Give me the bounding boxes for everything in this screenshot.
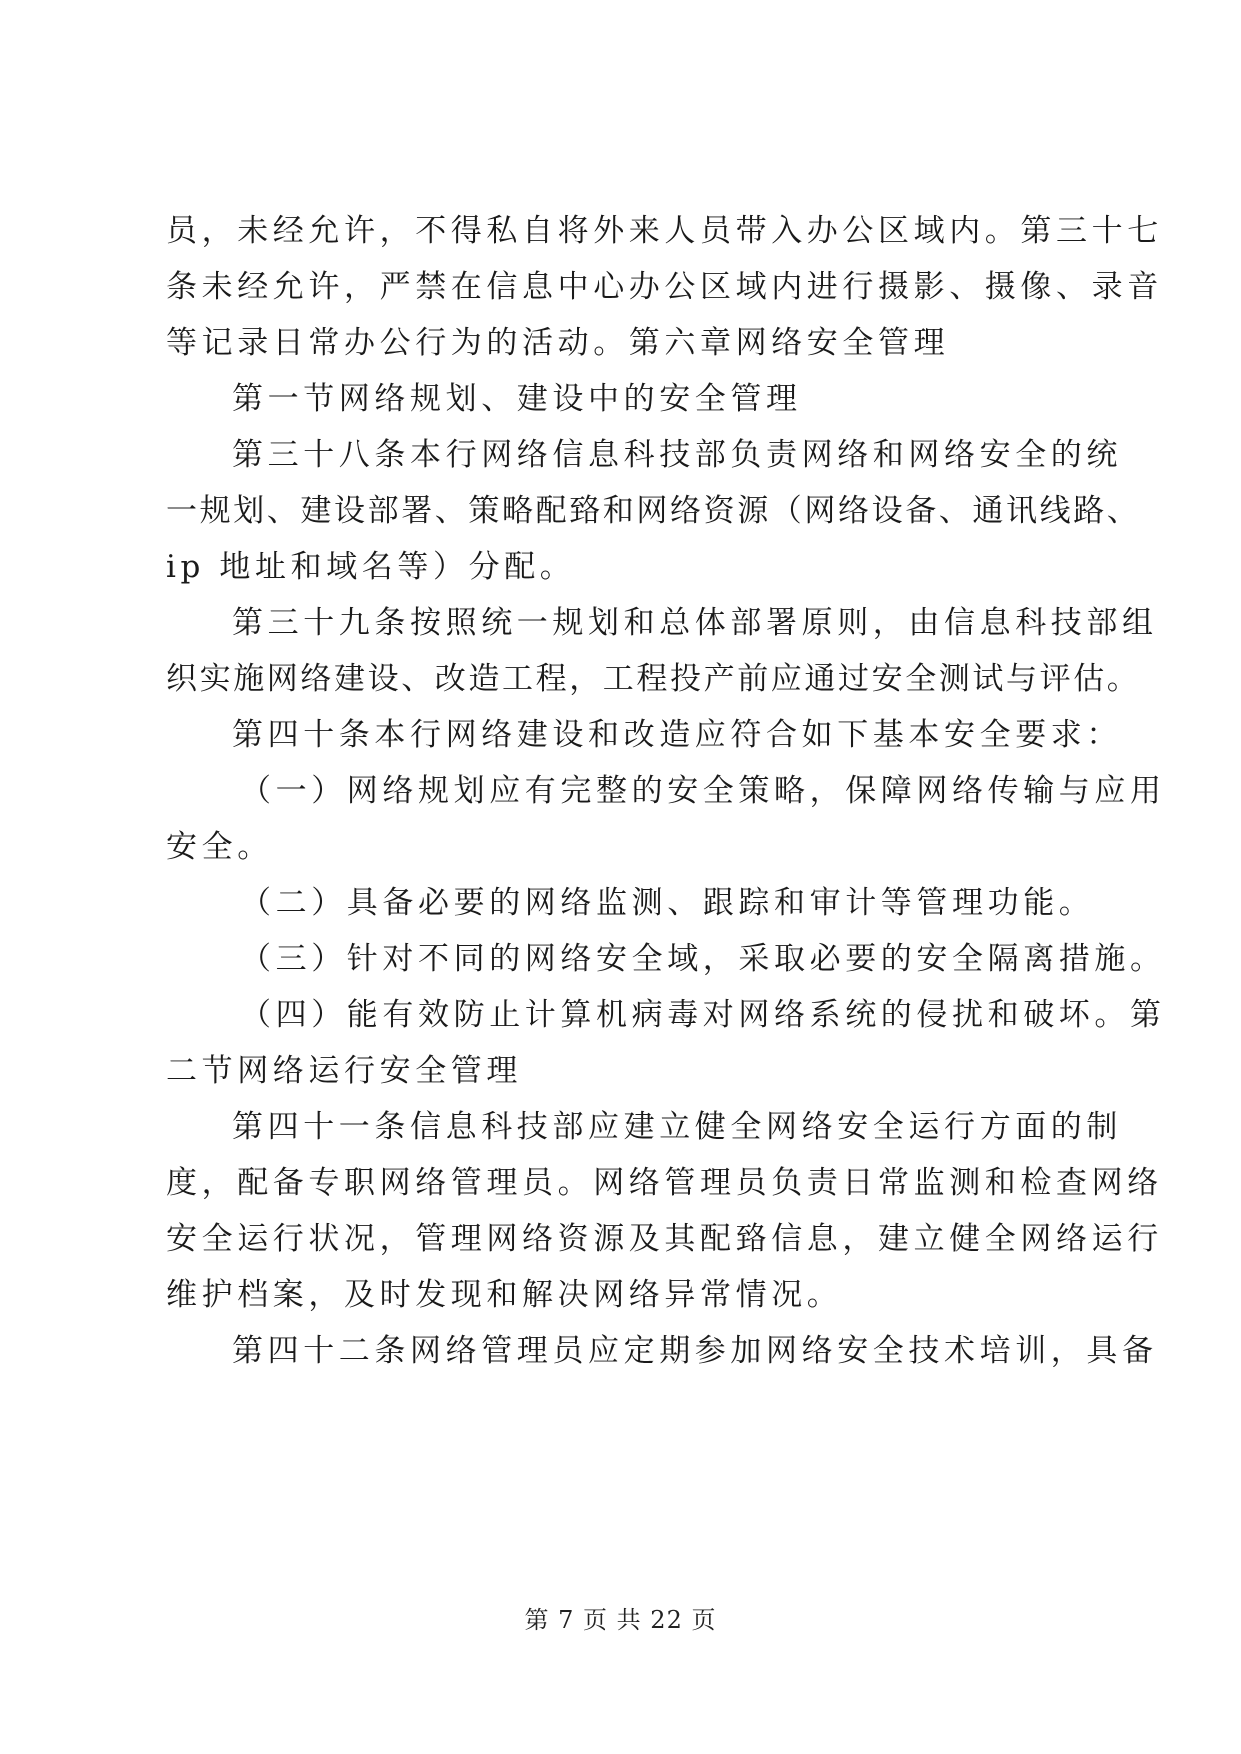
section-heading: 二节网络运行安全管理 — [166, 1053, 522, 1089]
body-text-line: 第四十二条网络管理员应定期参加网络安全技术培训，具备 — [232, 1333, 1158, 1369]
body-text-line: 一规划、建设部署、策略配臵和网络资源（网络设备、通讯线路、 — [166, 493, 1141, 529]
list-item: （一）网络规划应有完整的安全策略，保障网络传输与应用 — [240, 773, 1166, 809]
page-footer: 第 7 页 共 22 页 — [524, 1606, 717, 1634]
body-text-line: 第四十条本行网络建设和改造应符合如下基本安全要求： — [232, 717, 1122, 753]
body-text-line: 度，配备专职网络管理员。网络管理员负责日常监测和检查网络 — [166, 1165, 1163, 1201]
body-text-line: 条未经允许，严禁在信息中心办公区域内进行摄影、摄像、录音 — [166, 269, 1163, 305]
list-item: （二）具备必要的网络监测、跟踪和审计等管理功能。 — [240, 885, 1095, 921]
body-text-line: 员，未经允许，不得私自将外来人员带入办公区域内。第三十七 — [166, 213, 1163, 249]
list-item: （四）能有效防止计算机病毒对网络系统的侵扰和破坏。第 — [240, 997, 1166, 1033]
body-text-line: 第三十八条本行网络信息科技部负责网络和网络安全的统 — [232, 437, 1122, 473]
list-item: （三）针对不同的网络安全域，采取必要的安全隔离措施。 — [240, 941, 1166, 977]
body-text-line: 织实施网络建设、改造工程，工程投产前应通过安全测试与评估。 — [166, 661, 1141, 697]
body-text-line: ip 地址和域名等）分配。 — [166, 549, 576, 585]
body-text-line: 第三十九条按照统一规划和总体部署原则，由信息科技部组 — [232, 605, 1158, 641]
body-text-line: 安全。 — [166, 829, 273, 865]
body-text-line: 安全运行状况，管理网络资源及其配臵信息，建立健全网络运行 — [166, 1221, 1163, 1257]
section-heading: 第一节网络规划、建设中的安全管理 — [232, 381, 802, 417]
body-text-line: 第四十一条信息科技部应建立健全网络安全运行方面的制 — [232, 1109, 1122, 1145]
body-text-line: 等记录日常办公行为的活动。第六章网络安全管理 — [166, 325, 950, 361]
body-text-line: 维护档案，及时发现和解决网络异常情况。 — [166, 1277, 843, 1313]
